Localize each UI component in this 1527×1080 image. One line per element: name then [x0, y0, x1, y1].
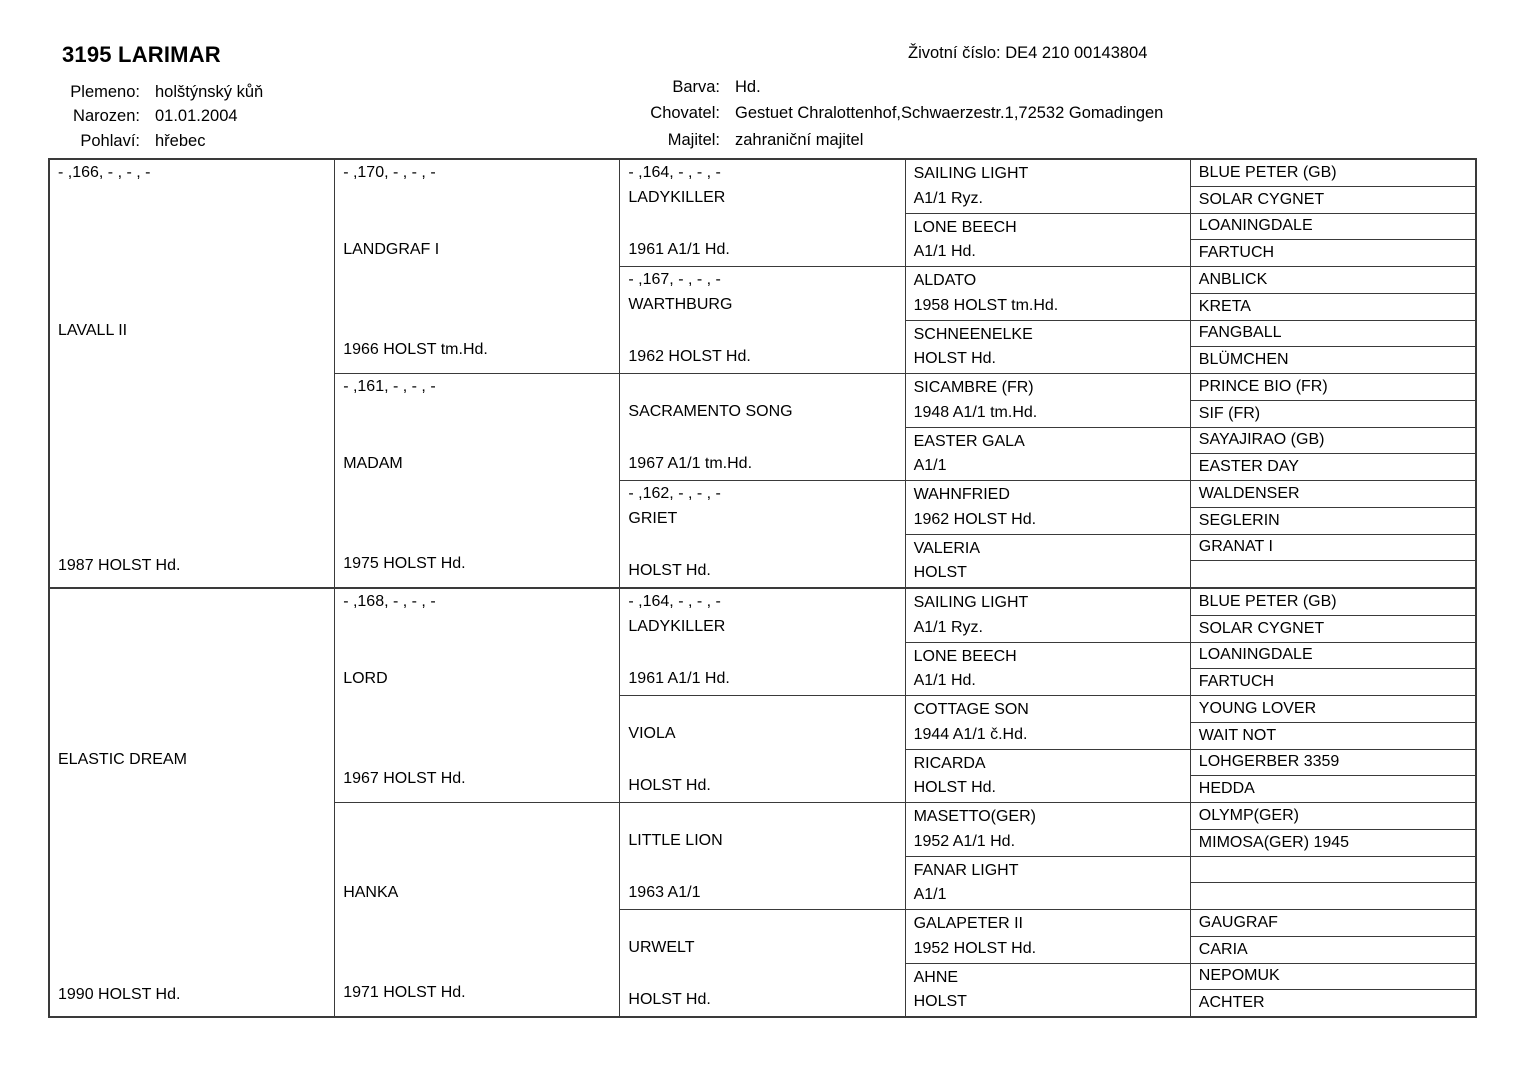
pedigree-cell-dam-gen5 — [1191, 616, 1475, 642]
pedigree-cell-dam-gen3 — [620, 803, 904, 909]
pedigree-cell-dam-gen4 — [906, 643, 1190, 696]
horse-name: WARTHBURG — [628, 296, 733, 313]
horse-name: SICAMBRE (FR) — [913, 379, 1034, 396]
rating-scores: - ,164, - , - , - — [628, 593, 721, 610]
year-breed: 1962 HOLST Hd. — [913, 510, 1037, 528]
horse-name: GALAPETER II — [913, 915, 1023, 932]
pedigree-cell-dam-gen4 — [906, 696, 1190, 749]
field-owner — [610, 127, 1163, 154]
pedigree-cell-dam-gen5 — [1191, 937, 1475, 963]
pedigree-cell-dam-gen5 — [1191, 643, 1475, 669]
horse-name: WAIT NOT — [1198, 726, 1277, 744]
pedigree-cell-dam-gen5 — [1191, 669, 1475, 695]
year-breed: HOLST Hd. — [628, 991, 711, 1008]
horse-name: SACRAMENTO SONG — [628, 403, 793, 420]
horse-name: GRANAT I — [1198, 538, 1273, 556]
year-breed: 1967 HOLST Hd. — [343, 770, 466, 787]
pedigree-cell-dam-gen5 — [1191, 990, 1475, 1016]
horse-name: LITTLE LION — [628, 832, 723, 849]
field-breeder — [610, 101, 1163, 128]
pedigree-cell-sire-gen5 — [1191, 401, 1475, 427]
year-breed: A1/1 Ryz. — [913, 618, 983, 636]
horse-name: EASTER DAY — [1198, 458, 1299, 476]
year-breed: 1944 A1/1 č.Hd. — [913, 725, 1028, 743]
horse-info-left — [58, 80, 263, 154]
pedigree-cell-sire-gen5 — [1191, 561, 1475, 587]
born-value: 01.01.2004 — [155, 107, 238, 126]
pedigree-cell-dam-gen5 — [1191, 803, 1475, 829]
owner-label: Majitel: — [667, 130, 720, 149]
horse-name: ELASTIC DREAM — [58, 751, 187, 769]
year-breed: 1963 A1/1 — [628, 884, 701, 901]
horse-name: VIOLA — [628, 725, 676, 742]
pedigree-cell-dam-gen5 — [1191, 857, 1475, 883]
color-label: Barva: — [672, 77, 720, 96]
rating-scores: - ,162, - , - , - — [628, 485, 721, 502]
pedigree-dam-half — [50, 589, 1475, 1016]
horse-name: FANAR LIGHT — [913, 861, 1019, 879]
horse-name: LAVALL II — [58, 322, 128, 340]
pedigree-cell-sire-gen4 — [906, 160, 1190, 213]
horse-name: CARIA — [1198, 940, 1248, 958]
horse-name: MADAM — [343, 454, 403, 472]
pedigree-cell-dam-gen4 — [906, 803, 1190, 856]
year-breed: HOLST Hd. — [913, 350, 996, 367]
horse-name: RICARDA — [913, 754, 986, 772]
pedigree-cell-sire-gen4 — [906, 535, 1190, 588]
year-breed: 1971 HOLST Hd. — [343, 984, 466, 1001]
year-breed: 1966 HOLST tm.Hd. — [343, 341, 488, 358]
horse-name: BLÜMCHEN — [1198, 351, 1289, 369]
horse-name: LONE BEECH — [913, 647, 1017, 665]
pedigree-cell-sire-gen4 — [906, 214, 1190, 267]
pedigree-cell-dam-gen5 — [1191, 964, 1475, 990]
horse-name: LOANINGDALE — [1198, 646, 1313, 664]
pedigree-cell-sire-gen5 — [1191, 240, 1475, 266]
pedigree-cell-sire-gen4 — [906, 481, 1190, 534]
pedigree-cell-dam-gen3 — [620, 696, 904, 802]
pedigree-cell-sire-gen5 — [1191, 454, 1475, 480]
pedigree-cell-sire-gen5 — [1191, 294, 1475, 320]
year-breed: HOLST Hd. — [913, 779, 996, 796]
sex-value: hřebec — [155, 131, 206, 150]
life-number: Životní číslo: DE4 210 00143804 — [908, 44, 1148, 62]
horse-info-right — [610, 74, 1163, 154]
pedigree-cell-sire-gen3 — [620, 374, 904, 480]
horse-name: URWELT — [628, 939, 695, 956]
pedigree-cell-sire-gen5 — [1191, 481, 1475, 507]
pedigree-cell-sire-gen5 — [1191, 187, 1475, 213]
horse-name: ACHTER — [1198, 994, 1265, 1012]
horse-name: VALERIA — [913, 539, 980, 557]
horse-name: WALDENSER — [1198, 484, 1300, 502]
year-breed: 1967 A1/1 tm.Hd. — [628, 455, 753, 472]
horse-name: LANDGRAF I — [343, 240, 440, 258]
year-breed: 1961 A1/1 Hd. — [628, 241, 730, 258]
field-born — [58, 105, 263, 130]
pedigree-cell-sire-gen5 — [1191, 321, 1475, 347]
horse-name: MASETTO(GER) — [913, 808, 1036, 825]
pedigree-cell-sire-gen5 — [1191, 535, 1475, 561]
horse-name: LOANINGDALE — [1198, 217, 1313, 235]
pedigree-cell-sire-gen5 — [1191, 428, 1475, 454]
horse-name: ALDATO — [913, 272, 977, 289]
horse-name: AHNE — [913, 968, 959, 986]
rating-scores: - ,164, - , - , - — [628, 164, 721, 181]
horse-name: MIMOSA(GER) 1945 — [1198, 833, 1350, 851]
sex-label: Pohlaví: — [80, 131, 140, 150]
year-breed: 1958 HOLST tm.Hd. — [913, 296, 1059, 314]
horse-name: LORD — [343, 669, 388, 687]
pedigree-cell-sire-gen4 — [906, 374, 1190, 427]
year-breed: 1975 HOLST Hd. — [343, 555, 466, 572]
year-breed: 1990 HOLST Hd. — [58, 986, 181, 1003]
year-breed: A1/1 Ryz. — [913, 189, 983, 207]
rating-scores: - ,161, - , - , - — [343, 378, 436, 395]
year-breed: HOLST — [913, 993, 967, 1010]
horse-name: LADYKILLER — [628, 189, 726, 206]
year-breed: HOLST Hd. — [628, 777, 711, 794]
year-breed: HOLST Hd. — [628, 562, 711, 579]
horse-name: PRINCE BIO (FR) — [1198, 377, 1328, 395]
year-breed: HOLST — [913, 564, 967, 581]
breed-label: Plemeno: — [70, 82, 140, 101]
horse-name: SIF (FR) — [1198, 404, 1261, 422]
page-title: 3195 LARIMAR — [62, 42, 221, 67]
horse-name: HANKA — [343, 883, 399, 901]
pedigree-cell-dam-gen5 — [1191, 589, 1475, 615]
horse-name: SAYAJIRAO (GB) — [1198, 431, 1325, 449]
year-breed: 1948 A1/1 tm.Hd. — [913, 403, 1038, 421]
horse-name: LOHGERBER 3359 — [1198, 753, 1340, 771]
horse-name: SEGLERIN — [1198, 511, 1280, 529]
pedigree-cell-dam-gen2 — [335, 589, 619, 802]
horse-name: BLUE PETER (GB) — [1198, 592, 1337, 610]
pedigree-cell-sire-gen5 — [1191, 508, 1475, 534]
breed-value: holštýnský kůň — [155, 82, 264, 101]
pedigree-cell-dam-gen4 — [906, 750, 1190, 803]
horse-name: BLUE PETER (GB) — [1198, 163, 1337, 181]
horse-name: WAHNFRIED — [913, 486, 1010, 503]
pedigree-cell-sire-gen4 — [906, 321, 1190, 374]
horse-name: SCHNEENELKE — [913, 325, 1033, 343]
year-breed: 1952 A1/1 Hd. — [913, 832, 1016, 850]
year-breed: A1/1 Hd. — [913, 672, 976, 689]
pedigree-cell-dam-gen5 — [1191, 910, 1475, 936]
year-breed: 1961 A1/1 Hd. — [628, 670, 730, 687]
pedigree-cell-sire-gen3 — [620, 160, 904, 266]
horse-name: SAILING LIGHT — [913, 165, 1029, 182]
horse-name: SOLAR CYGNET — [1198, 619, 1325, 637]
horse-name: HEDDA — [1198, 780, 1255, 798]
pedigree-cell-dam-gen5 — [1191, 776, 1475, 802]
horse-name: FARTUCH — [1198, 673, 1275, 691]
rating-scores: - ,168, - , - , - — [343, 593, 436, 610]
pedigree-cell-sire-gen4 — [906, 428, 1190, 481]
horse-name: LONE BEECH — [913, 218, 1017, 236]
year-breed: 1987 HOLST Hd. — [58, 557, 181, 574]
pedigree-cell-dam-gen4 — [906, 910, 1190, 963]
year-breed: A1/1 Hd. — [913, 243, 976, 260]
rating-scores: - ,166, - , - , - — [58, 164, 151, 181]
pedigree-cell-sire-gen5 — [1191, 214, 1475, 240]
pedigree-cell-sire-gen2 — [335, 160, 619, 373]
pedigree-cell-dam-gen3 — [620, 910, 904, 1016]
year-breed: A1/1 — [913, 886, 947, 903]
pedigree-cell-sire-gen5 — [1191, 160, 1475, 186]
rating-scores: - ,170, - , - , - — [343, 164, 436, 181]
breeder-label: Chovatel: — [650, 104, 720, 123]
pedigree-cell-sire-gen4 — [906, 267, 1190, 320]
horse-name: GRIET — [628, 510, 678, 527]
breeder-value: Gestuet Chralottenhof,Schwaerzestr.1,72532 Gomadingen — [735, 104, 1164, 123]
horse-name: EASTER GALA — [913, 432, 1025, 450]
horse-name: SAILING LIGHT — [913, 594, 1029, 611]
horse-name: ANBLICK — [1198, 270, 1268, 288]
year-breed: 1962 HOLST Hd. — [628, 348, 751, 365]
pedigree-cell-sire-gen3 — [620, 267, 904, 373]
pedigree-cell-dam-gen4 — [906, 964, 1190, 1017]
pedigree-cell-dam-gen5 — [1191, 883, 1475, 909]
pedigree-cell-sire-gen5 — [1191, 267, 1475, 293]
horse-name: COTTAGE SON — [913, 701, 1029, 718]
field-sex — [58, 129, 263, 154]
pedigree-cell-dam-gen4 — [906, 589, 1190, 642]
pedigree-cell-sire-gen3 — [620, 481, 904, 587]
color-value: Hd. — [735, 77, 761, 96]
pedigree-cell-dam-gen5 — [1191, 830, 1475, 856]
pedigree-table — [48, 158, 1477, 1018]
pedigree-cell-sire-gen1 — [50, 160, 334, 587]
horse-name: FARTUCH — [1198, 244, 1275, 262]
pedigree-cell-dam-gen5 — [1191, 723, 1475, 749]
pedigree-cell-dam-gen4 — [906, 857, 1190, 910]
horse-name: LADYKILLER — [628, 618, 726, 635]
rating-scores: - ,167, - , - , - — [628, 271, 721, 288]
horse-name: GAUGRAF — [1198, 913, 1278, 931]
field-color — [610, 74, 1163, 101]
pedigree-cell-sire-gen5 — [1191, 347, 1475, 373]
owner-value: zahraniční majitel — [735, 130, 864, 149]
born-label: Narozen: — [73, 107, 140, 126]
pedigree-cell-dam-gen5 — [1191, 696, 1475, 722]
pedigree-cell-dam-gen5 — [1191, 750, 1475, 776]
pedigree-cell-dam-gen3 — [620, 589, 904, 695]
year-breed: 1952 HOLST Hd. — [913, 939, 1037, 957]
horse-name: YOUNG LOVER — [1198, 699, 1317, 717]
pedigree-cell-sire-gen5 — [1191, 374, 1475, 400]
horse-name: SOLAR CYGNET — [1198, 190, 1325, 208]
field-breed — [58, 80, 263, 105]
pedigree-cell-dam-gen2 — [335, 803, 619, 1016]
pedigree-cell-dam-gen1 — [50, 589, 334, 1016]
horse-name: FANGBALL — [1198, 324, 1282, 342]
horse-name: OLYMP(GER) — [1198, 806, 1299, 824]
pedigree-cell-sire-gen2 — [335, 374, 619, 587]
pedigree-sire-half — [50, 160, 1475, 587]
horse-name: NEPOMUK — [1198, 967, 1280, 985]
horse-name: KRETA — [1198, 297, 1251, 315]
year-breed: A1/1 — [913, 457, 947, 474]
